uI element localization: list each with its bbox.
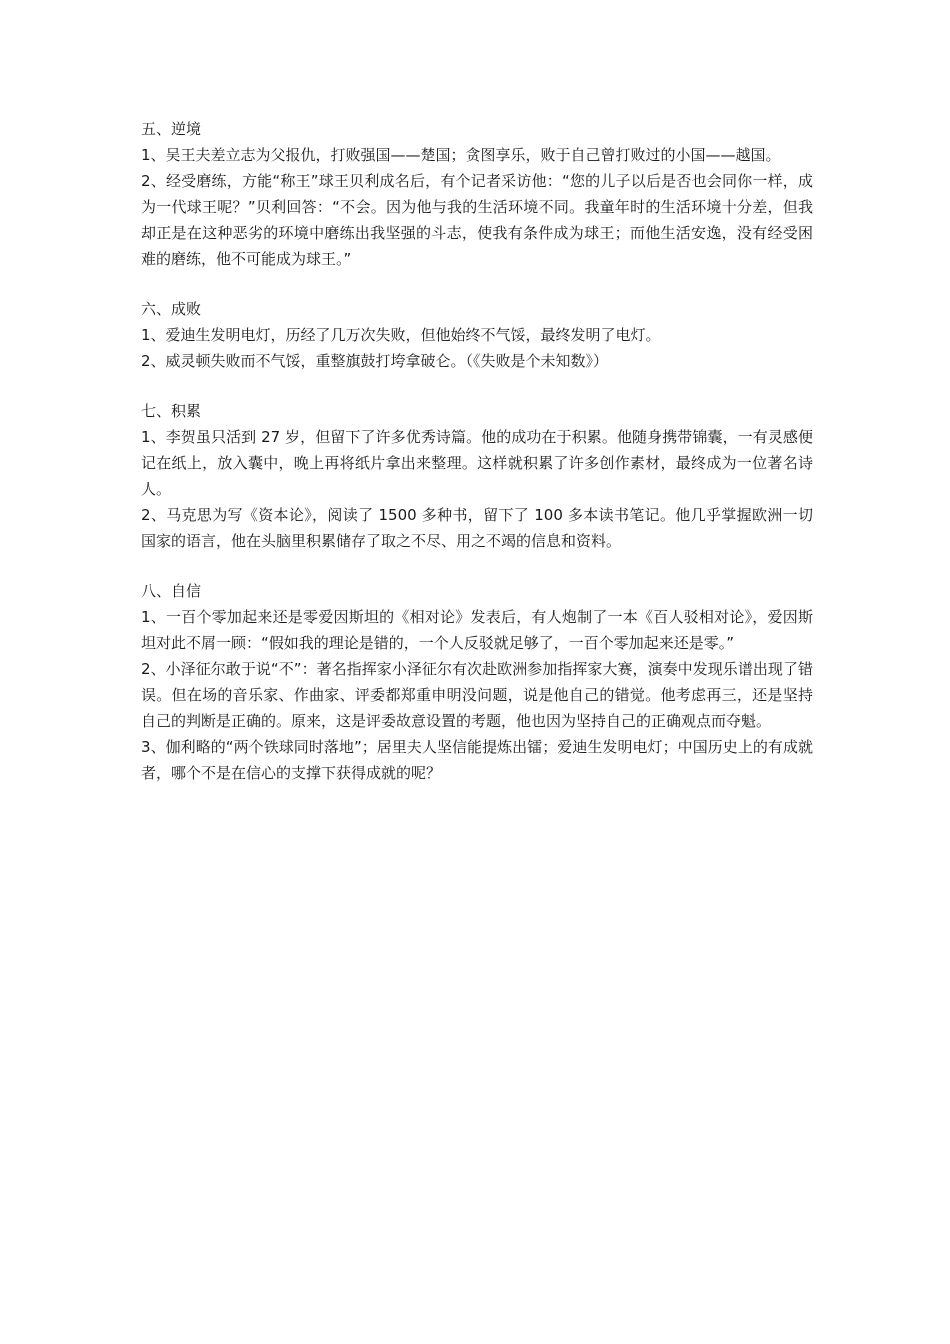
- paragraph: 1、李贺虽只活到 27 岁，但留下了许多优秀诗篇。他的成功在于积累。他随身携带锦囊，一有灵感便记在纸上，放入囊中，晚上再将纸片拿出来整理。这样就积累了许多创作素材，最终成为一位著名诗人。: [141, 428, 813, 498]
- section-heading: 六、成败: [141, 300, 202, 318]
- section-confidence: [141, 578, 813, 786]
- paragraph: 3、伽利略的“两个铁球同时落地”；居里夫人坚信能提炼出镭；爱迪生发明电灯；中国历史上的有成就者，哪个不是在信心的支撑下获得成就的呢？: [141, 738, 813, 782]
- paragraph: 2、马克思为写《资本论》，阅读了 1500 多种书，留下了 100 多本读书笔记。他几乎掌握欧洲一切国家的语言，他在头脑里积累储存了取之不尽、用之不竭的信息和资料。: [141, 506, 813, 550]
- paragraph: 1、爱迪生发明电灯，历经了几万次失败，但他始终不气馁，最终发明了电灯。: [141, 326, 661, 344]
- paragraph: 1、一百个零加起来还是零爱因斯坦的《相对论》发表后，有人炮制了一本《百人驳相对论》，爱因斯坦对此不屑一顾：“假如我的理论是错的，一个人反驳就足够了，一百个零加起来还是零。”: [141, 608, 813, 652]
- paragraph: 2、经受磨练，方能“称王”球王贝利成名后，有个记者采访他：“您的儿子以后是否也会同你一样，成为一代球王呢？”贝利回答：“不会。因为他与我的生活环境不同。我童年时的生活环境十分差，但我却正是在这种恶劣的环境中磨练出我坚强的斗志，使我有条件成为球王；而他生活安逸，没有经受困难的磨练，他不可能成为球王。”: [141, 172, 813, 268]
- section-success-failure: [141, 296, 813, 374]
- paragraph: 1、吴王夫差立志为父报仇，打败强国——楚国；贪图享乐，败于自己曾打败过的小国——越国。: [141, 146, 781, 164]
- document-page: [141, 116, 813, 810]
- section-adversity: [141, 116, 813, 272]
- section-heading: 八、自信: [141, 582, 202, 600]
- paragraph: 2、小泽征尔敢于说“不”：著名指挥家小泽征尔有次赴欧洲参加指挥家大赛，演奏中发现乐谱出现了错误。但在场的音乐家、作曲家、评委都郑重申明没问题，说是他自己的错觉。他考虑再三，还是坚持自己的判断是正确的。原来，这是评委故意设置的考题，他也因为坚持自己的正确观点而夺魁。: [141, 660, 813, 730]
- section-heading: 五、逆境: [141, 120, 202, 138]
- section-heading: 七、积累: [141, 402, 202, 420]
- section-accumulation: [141, 398, 813, 554]
- paragraph: 2、威灵顿失败而不气馁，重整旗鼓打垮拿破仑。（《失败是个未知数》）: [141, 352, 609, 370]
